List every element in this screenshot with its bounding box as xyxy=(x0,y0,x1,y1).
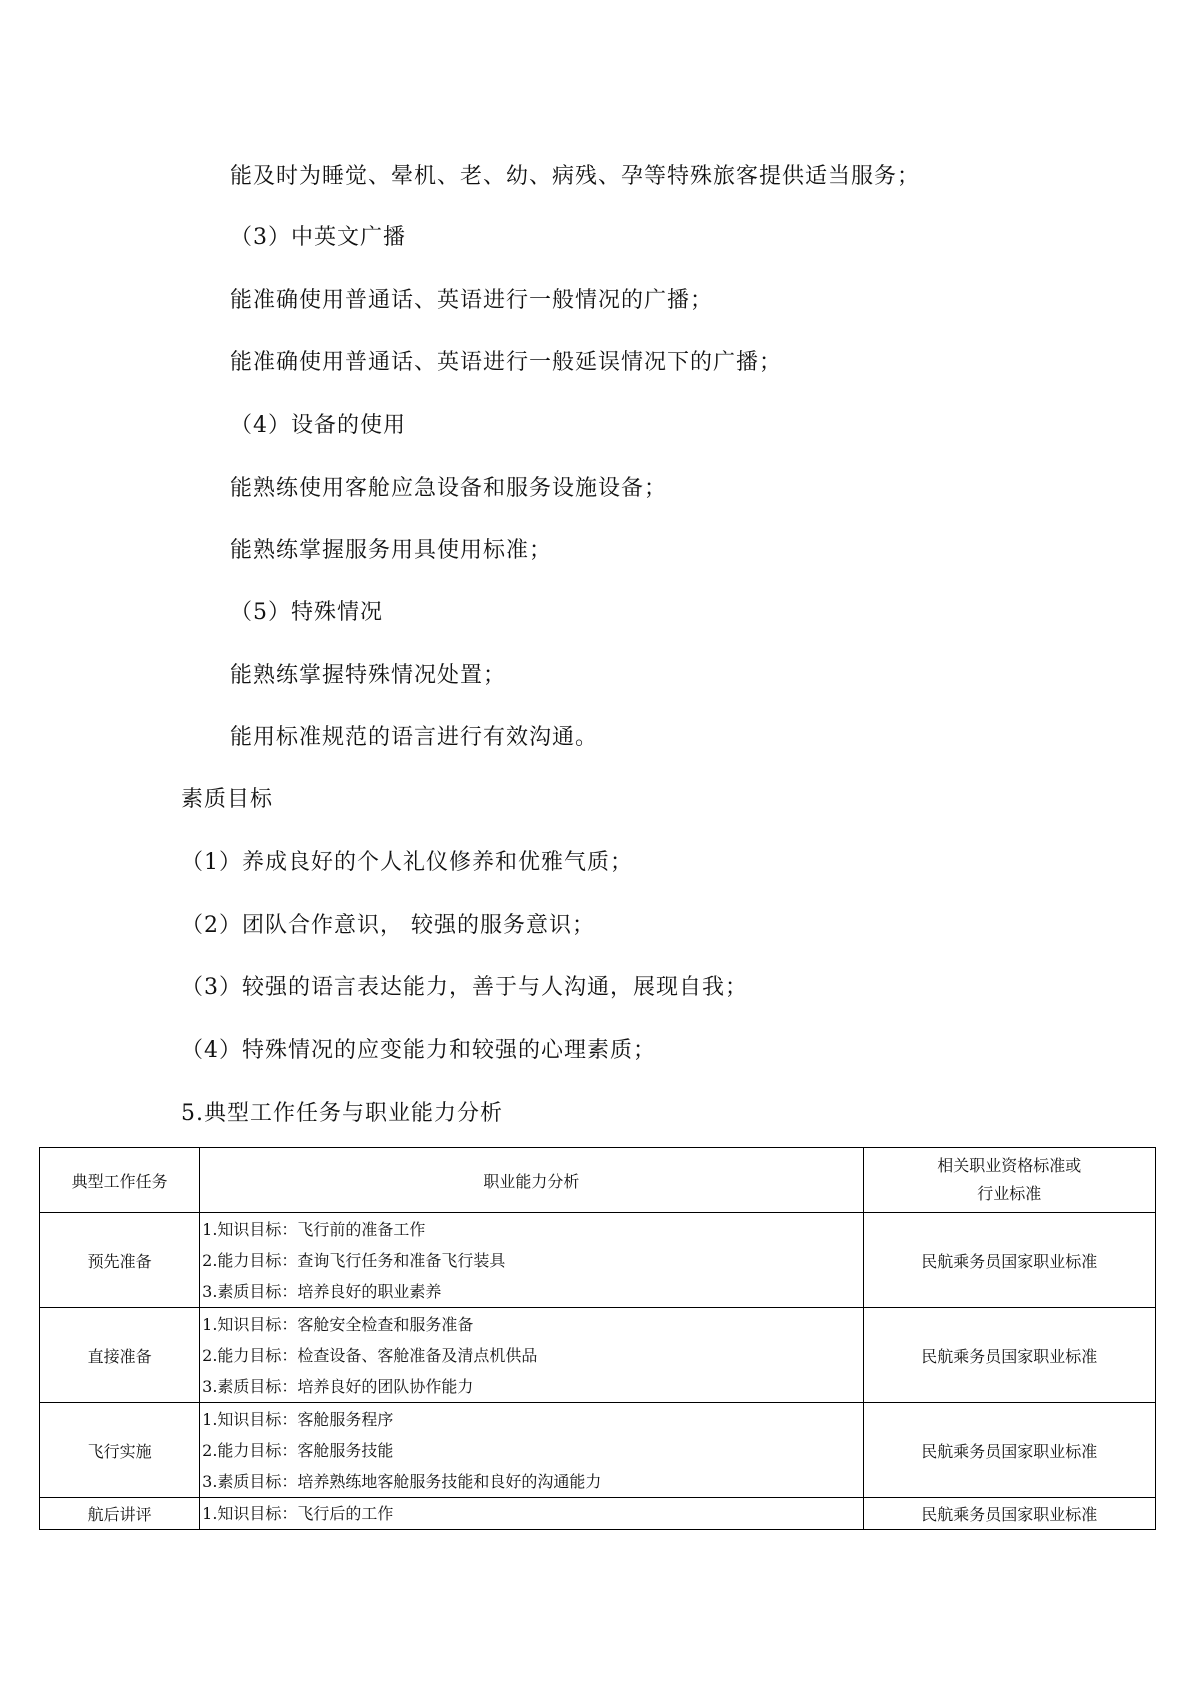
analysis-line: 1.知识目标：飞行前的准备工作 xyxy=(202,1219,426,1239)
standard-cell: 民航乘务员国家职业标准 xyxy=(863,1403,1155,1498)
analysis-line: 3.素质目标：培养良好的职业素养 xyxy=(202,1281,442,1301)
analysis-line: 1.知识目标：客舱安全检查和服务准备 xyxy=(202,1314,474,1334)
paragraph-equipment-use: 能熟练使用客舱应急设备和服务设施设备； xyxy=(230,476,668,501)
task-cell: 飞行实施 xyxy=(40,1403,200,1498)
table-header-row xyxy=(40,1148,1156,1213)
analysis-cell xyxy=(200,1498,863,1530)
table-row xyxy=(40,1213,1156,1308)
subheading-equipment: （4）设备的使用 xyxy=(230,413,406,438)
header-analysis: 职业能力分析 xyxy=(200,1148,863,1213)
analysis-line: 3.素质目标：培养良好的团队协作能力 xyxy=(202,1376,474,1396)
quality-item: （2）团队合作意识， 较强的服务意识； xyxy=(181,913,595,938)
work-task-table xyxy=(39,1147,1156,1530)
standard-cell: 民航乘务员国家职业标准 xyxy=(863,1213,1155,1308)
standard-cell: 民航乘务员国家职业标准 xyxy=(863,1308,1155,1403)
header-standard-line: 行业标准 xyxy=(977,1184,1042,1203)
paragraph-special-passengers: 能及时为睡觉、晕机、老、幼、病残、孕等特殊旅客提供适当服务； xyxy=(230,164,921,189)
analysis-line: 3.素质目标：培养熟练地客舱服务技能和良好的沟通能力 xyxy=(202,1471,602,1491)
paragraph-special-handling: 能熟练掌握特殊情况处置； xyxy=(230,663,507,688)
analysis-cell xyxy=(200,1403,863,1498)
paragraph-communication: 能用标准规范的语言进行有效沟通。 xyxy=(230,725,599,750)
quality-item: （1）养成良好的个人礼仪修养和优雅气质； xyxy=(181,850,633,875)
paragraph-broadcast-delay: 能准确使用普通话、英语进行一般延误情况下的广播； xyxy=(230,350,783,375)
analysis-line: 1.知识目标：飞行后的工作 xyxy=(202,1504,394,1523)
header-task: 典型工作任务 xyxy=(40,1148,200,1213)
task-cell: 航后讲评 xyxy=(40,1498,200,1530)
standard-cell: 民航乘务员国家职业标准 xyxy=(863,1498,1155,1530)
analysis-cell xyxy=(200,1213,863,1308)
table-row xyxy=(40,1498,1156,1530)
quality-heading: 素质目标 xyxy=(181,787,274,812)
header-standard xyxy=(863,1148,1155,1213)
paragraph-service-tools: 能熟练掌握服务用具使用标准； xyxy=(230,538,553,563)
task-cell: 预先准备 xyxy=(40,1213,200,1308)
analysis-line: 2.能力目标：客舱服务技能 xyxy=(202,1440,394,1460)
table-row xyxy=(40,1403,1156,1498)
subheading-special-situations: （5）特殊情况 xyxy=(230,600,383,625)
task-cell: 直接准备 xyxy=(40,1308,200,1403)
quality-item: （3）较强的语言表达能力，善于与人沟通，展现自我； xyxy=(181,975,748,1000)
paragraph-broadcast-general: 能准确使用普通话、英语进行一般情况的广播； xyxy=(230,288,714,313)
analysis-line: 2.能力目标：查询飞行任务和准备飞行装具 xyxy=(202,1250,506,1270)
header-standard-line: 相关职业资格标准或 xyxy=(937,1156,1082,1175)
section-title: 5.典型工作任务与职业能力分析 xyxy=(181,1101,503,1126)
table-row xyxy=(40,1308,1156,1403)
analysis-line: 1.知识目标：客舱服务程序 xyxy=(202,1409,394,1429)
analysis-line: 2.能力目标：检查设备、客舱准备及清点机供品 xyxy=(202,1345,538,1365)
analysis-cell xyxy=(200,1308,863,1403)
quality-item: （4）特殊情况的应变能力和较强的心理素质； xyxy=(181,1038,656,1063)
subheading-broadcast: （3）中英文广播 xyxy=(230,225,406,250)
